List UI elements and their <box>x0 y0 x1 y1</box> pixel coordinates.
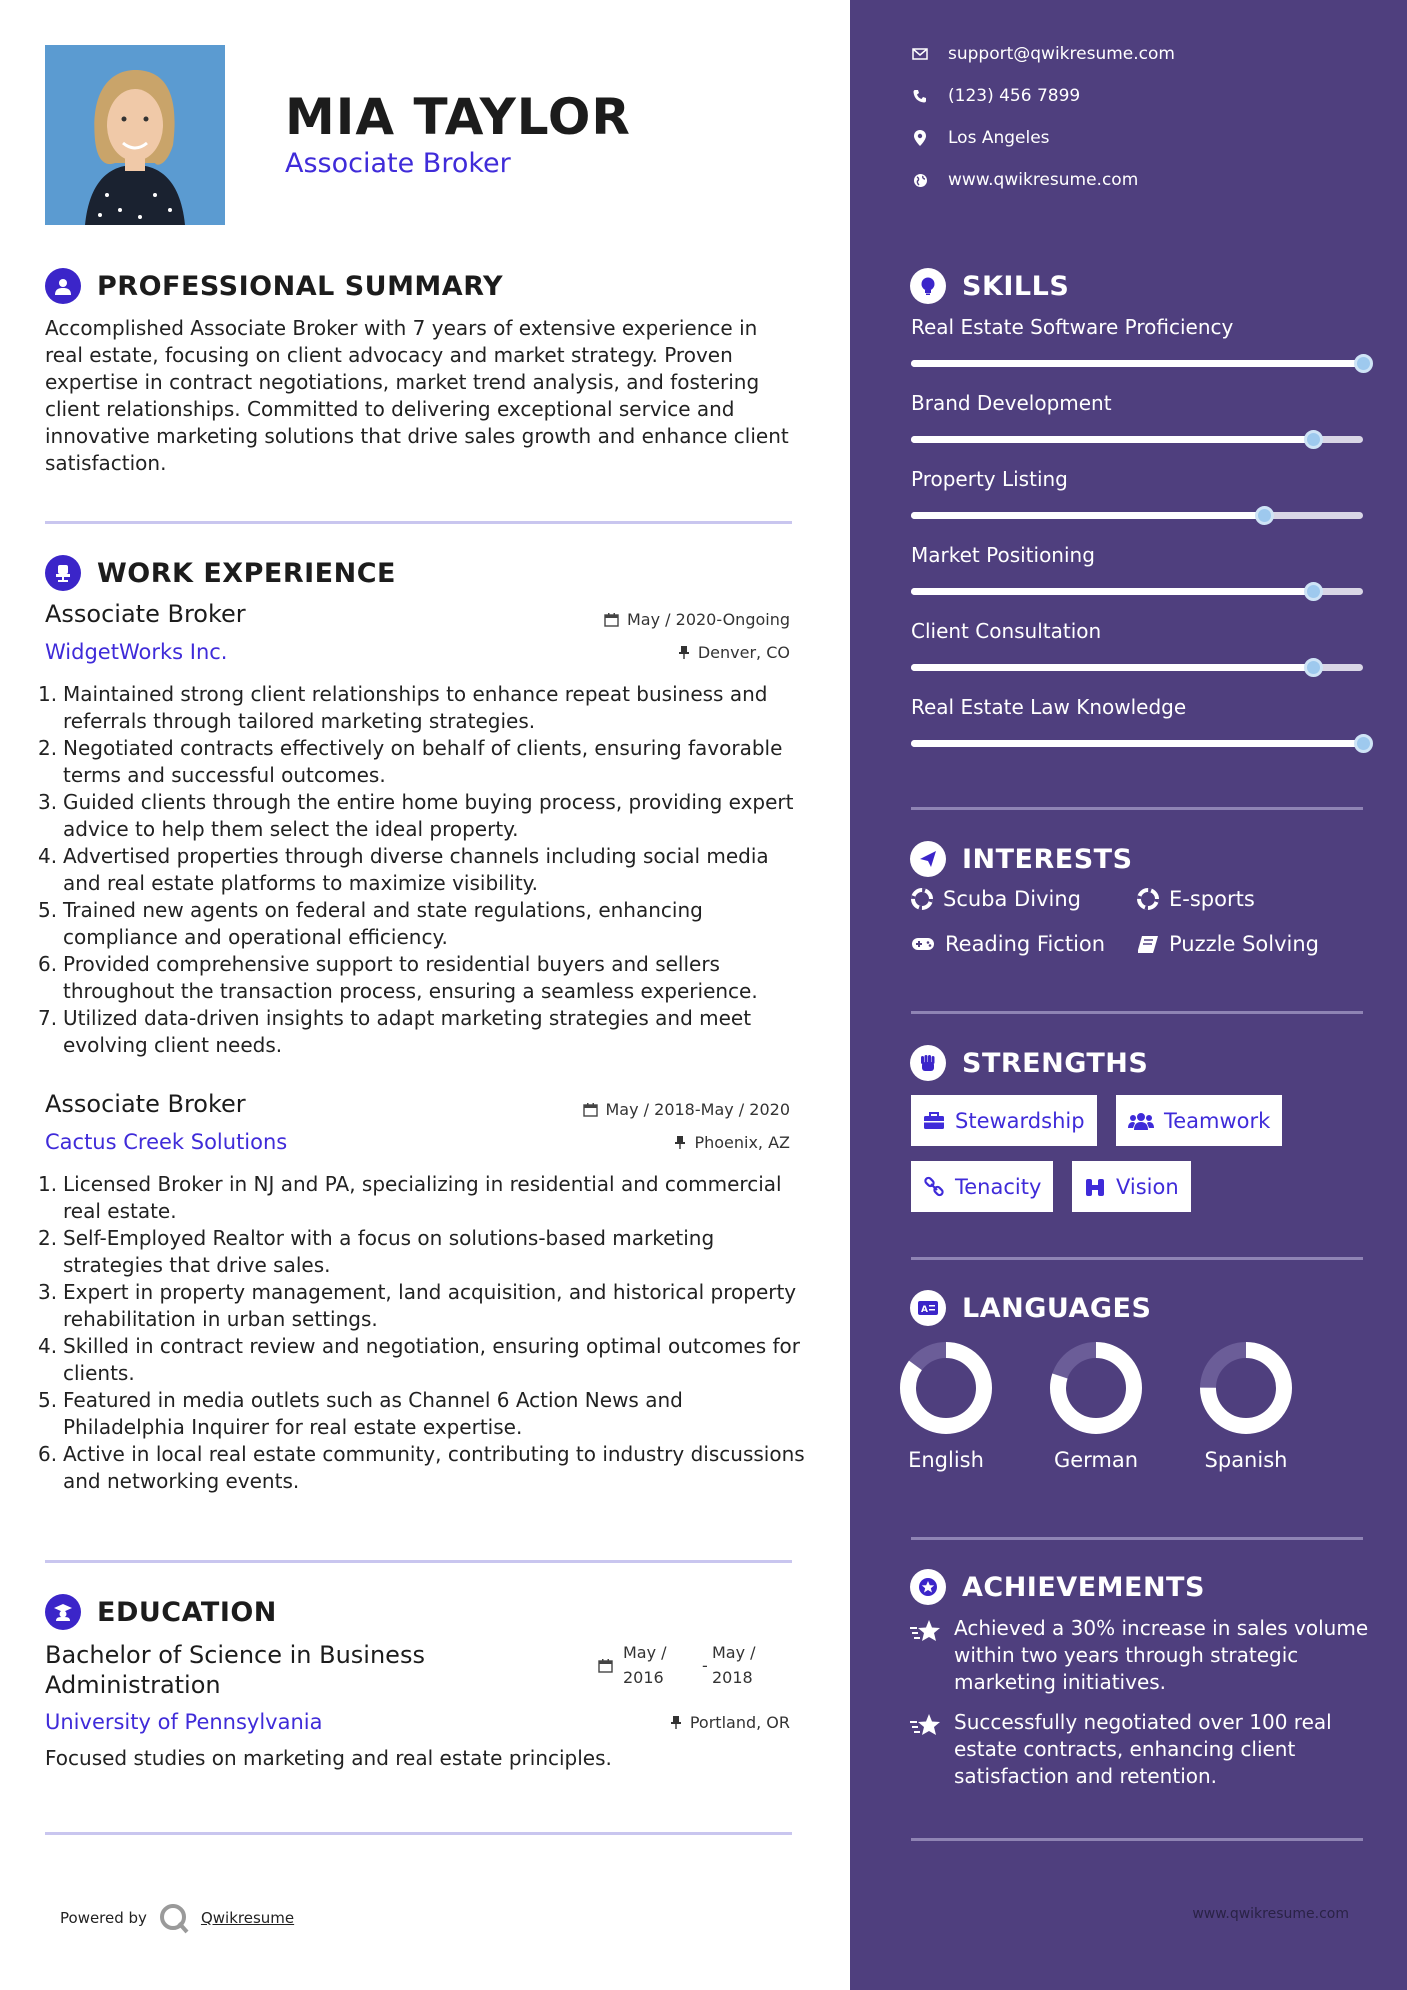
list-item: 1. Licensed Broker in NJ and PA, specializing in residential and commercial real estate. <box>38 1172 782 1223</box>
chair-icon <box>45 555 81 591</box>
job-location <box>674 1133 790 1152</box>
pin-icon <box>670 1715 682 1730</box>
user-icon <box>45 268 81 304</box>
qwikresume-link[interactable]: Qwikresume <box>200 1909 295 1927</box>
contact-phone <box>912 86 1080 106</box>
users-icon <box>1128 1112 1154 1130</box>
link-icon <box>923 1176 945 1198</box>
profile-photo <box>45 45 225 225</box>
calendar-icon <box>583 1102 598 1117</box>
location-text: Los Angeles <box>948 128 1050 148</box>
degree-title: Bachelor of Science in Business Administration <box>45 1641 425 1699</box>
list-item: 2. Self-Employed Realtor with a focus on solutions-based marketing strategies that drive sales. <box>38 1226 715 1277</box>
list-item: 6. Active in local real estate community, contributing to industry discussions and networking events. <box>38 1442 805 1493</box>
summary-heading <box>45 268 503 304</box>
job-dates-text: May / 2020-Ongoing <box>627 610 790 629</box>
language-label: English <box>908 1448 984 1472</box>
skill-label: Real Estate Software Proficiency <box>911 315 1234 339</box>
job-dates-text: May / 2018-May / 2020 <box>605 1100 790 1119</box>
job-location <box>678 643 790 662</box>
list-item: 5. Featured in media outlets such as Channel 6 Action News and Philadelphia Inquirer for real estate expertise. <box>38 1388 683 1439</box>
pin-icon <box>674 1135 686 1150</box>
strength-chip: Vision <box>1072 1161 1191 1212</box>
job-company: Cactus Creek Solutions <box>45 1130 288 1154</box>
website-text[interactable]: www.qwikresume.com <box>948 170 1139 190</box>
skill-label: Brand Development <box>911 391 1112 415</box>
footer-site[interactable]: www.qwikresume.com <box>1192 1906 1349 1922</box>
edu-end-date: May / 2018 <box>712 1643 756 1687</box>
strengths-title: STRENGTHS <box>962 1047 1149 1079</box>
phone-text[interactable]: (123) 456 7899 <box>948 86 1081 106</box>
skill-bar-fill <box>911 664 1313 671</box>
skill-bar <box>911 664 1363 671</box>
language-item <box>1171 1340 1321 1472</box>
section-divider <box>45 1560 792 1563</box>
skill-bar-fill <box>911 436 1313 443</box>
strength-chip: Teamwork <box>1116 1095 1282 1146</box>
section-divider <box>911 1257 1363 1260</box>
job-location-text: Denver, CO <box>697 643 790 662</box>
skill-level-knob <box>1354 734 1373 753</box>
language-item <box>1021 1340 1171 1472</box>
phone-icon <box>912 88 928 104</box>
language-card-icon <box>910 1290 946 1326</box>
svg-text:A: A <box>921 1305 928 1315</box>
list-item: 6. Provided comprehensive support to residential buyers and sellers throughout the transaction process, ensuring a seamless experience. <box>38 952 758 1003</box>
education-title: EDUCATION <box>97 1596 277 1628</box>
skill-label: Real Estate Law Knowledge <box>911 695 1187 719</box>
section-divider <box>911 1838 1363 1841</box>
lifebuoy-icon <box>911 888 933 910</box>
skills-title: SKILLS <box>962 270 1070 302</box>
calendar-icon <box>604 612 619 627</box>
skills-heading <box>910 268 1069 304</box>
job-title: Associate Broker <box>45 600 246 628</box>
section-divider <box>45 1832 792 1835</box>
job-title: Associate Broker <box>45 1090 246 1118</box>
contact-location <box>912 128 1050 148</box>
language-ring <box>898 1340 994 1436</box>
interest-item: Reading Fiction <box>911 932 1105 956</box>
interest-item: Scuba Diving <box>911 887 1081 911</box>
interests-title: INTERESTS <box>962 843 1133 875</box>
lifebuoy-icon <box>1137 888 1159 910</box>
envelope-icon <box>912 46 928 62</box>
job-bullets <box>38 681 808 1059</box>
language-ring <box>1048 1340 1144 1436</box>
language-label: Spanish <box>1204 1448 1288 1472</box>
achievements-title: ACHIEVEMENTS <box>962 1571 1205 1603</box>
achievement-item: Successfully negotiated over 100 real estate contracts, enhancing client satisfaction and retention. <box>910 1709 1370 1790</box>
strength-chip: Tenacity <box>911 1161 1053 1212</box>
list-item: 3. Expert in property management, land acquisition, and historical property rehabilitation in urban settings. <box>38 1280 797 1331</box>
skill-level-knob <box>1354 354 1373 373</box>
interest-item: E-sports <box>1137 887 1255 911</box>
graduate-icon <box>45 1594 81 1630</box>
language-ring <box>1198 1340 1294 1436</box>
list-item: 1. Maintained strong client relationships to enhance repeat business and referrals through tailored marketing strategies. <box>38 682 768 733</box>
qwikresume-logo-icon <box>157 1901 191 1935</box>
contact-email <box>912 44 1175 64</box>
interest-item: Puzzle Solving <box>1137 932 1319 956</box>
job-dates <box>583 1100 791 1119</box>
fist-icon <box>910 1045 946 1081</box>
job-company: WidgetWorks Inc. <box>45 640 228 664</box>
skill-label: Property Listing <box>911 467 1068 491</box>
list-item: 4. Advertised properties through diverse channels including social media and real estate platforms to maximize visibility. <box>38 844 769 895</box>
achievements-heading <box>910 1569 1205 1605</box>
list-item: 7. Utilized data-driven insights to adapt marketing strategies and meet evolving client needs. <box>38 1006 752 1057</box>
experience-heading <box>45 555 396 591</box>
language-item <box>871 1340 1021 1472</box>
star-badge-icon <box>910 1569 946 1605</box>
skill-bar <box>911 588 1363 595</box>
sidebar <box>850 0 1407 1990</box>
briefcase-icon <box>923 1112 945 1130</box>
skill-bar-fill <box>911 512 1264 519</box>
skill-bar <box>911 740 1363 747</box>
strengths-heading <box>910 1045 1148 1081</box>
edu-location <box>670 1713 790 1732</box>
list-item: 4. Skilled in contract review and negotiation, ensuring optimal outcomes for clients. <box>38 1334 801 1385</box>
strength-chip: Stewardship <box>911 1095 1097 1146</box>
skill-label: Client Consultation <box>911 619 1102 643</box>
section-divider <box>911 807 1363 810</box>
skill-label: Market Positioning <box>911 543 1095 567</box>
experience-title: WORK EXPERIENCE <box>97 557 396 589</box>
skill-level-knob <box>1255 506 1274 525</box>
candidate-name: MIA TAYLOR <box>285 88 631 146</box>
list-item: 2. Negotiated contracts effectively on behalf of clients, ensuring favorable terms and successful outcomes. <box>38 736 783 787</box>
edu-start-date: May / 2016 <box>623 1643 667 1687</box>
summary-text: Accomplished Associate Broker with 7 years of extensive experience in real estate, focusing on client advocacy and market strategy. Proven expertise in contract negotiations, market trend analysis, and fostering client relationships. Committed to delivering exceptional service and innovative marketing solutions that drive sales growth and enhance client satisfaction. <box>45 316 789 475</box>
school-name: University of Pennsylvania <box>45 1710 323 1734</box>
list-item: 5. Trained new agents on federal and state regulations, enhancing compliance and operational efficiency. <box>38 898 703 949</box>
section-divider <box>911 1011 1363 1014</box>
job-dates <box>604 610 790 629</box>
section-divider <box>911 1537 1363 1540</box>
pin-icon <box>678 645 690 660</box>
skill-bar <box>911 360 1363 367</box>
edu-location-text: Portland, OR <box>689 1713 790 1732</box>
skill-bar <box>911 512 1363 519</box>
education-heading <box>45 1594 277 1630</box>
job-bullets <box>38 1171 808 1495</box>
languages-title: LANGUAGES <box>962 1292 1152 1324</box>
achievement-item: Achieved a 30% increase in sales volume within two years through strategic marketing initiatives. <box>910 1615 1370 1696</box>
language-label: German <box>1053 1448 1139 1472</box>
binoculars-icon <box>1084 1177 1106 1197</box>
skill-bar-fill <box>911 740 1363 747</box>
job-location-text: Phoenix, AZ <box>694 1133 790 1152</box>
gamepad-icon <box>911 936 935 952</box>
skill-level-knob <box>1304 658 1323 677</box>
skill-bar-fill <box>911 360 1363 367</box>
contact-website <box>912 170 1138 190</box>
star-icon <box>910 1709 942 1790</box>
map-marker-icon <box>912 130 928 146</box>
interests-heading <box>910 841 1133 877</box>
edu-description: Focused studies on marketing and real estate principles. <box>45 1746 612 1770</box>
summary-title: PROFESSIONAL SUMMARY <box>97 270 504 302</box>
book-icon <box>1137 934 1159 954</box>
paper-plane-icon <box>910 841 946 877</box>
skill-level-knob <box>1304 582 1323 601</box>
powered-by-label: Powered by <box>60 1909 147 1927</box>
email-text[interactable]: support@qwikresume.com <box>948 44 1175 64</box>
edu-date-separator: - <box>702 1656 708 1675</box>
powered-by <box>60 1901 294 1935</box>
lightbulb-icon <box>910 268 946 304</box>
star-icon <box>910 1615 942 1696</box>
calendar-icon <box>598 1658 613 1673</box>
list-item: 3. Guided clients through the entire home buying process, providing expert advice to help them select the ideal property. <box>38 790 794 841</box>
languages-heading <box>910 1290 1151 1326</box>
skill-bar-fill <box>911 588 1313 595</box>
skill-level-knob <box>1304 430 1323 449</box>
skill-bar <box>911 436 1363 443</box>
globe-icon <box>912 172 928 188</box>
candidate-role: Associate Broker <box>285 148 511 179</box>
section-divider <box>45 521 792 524</box>
